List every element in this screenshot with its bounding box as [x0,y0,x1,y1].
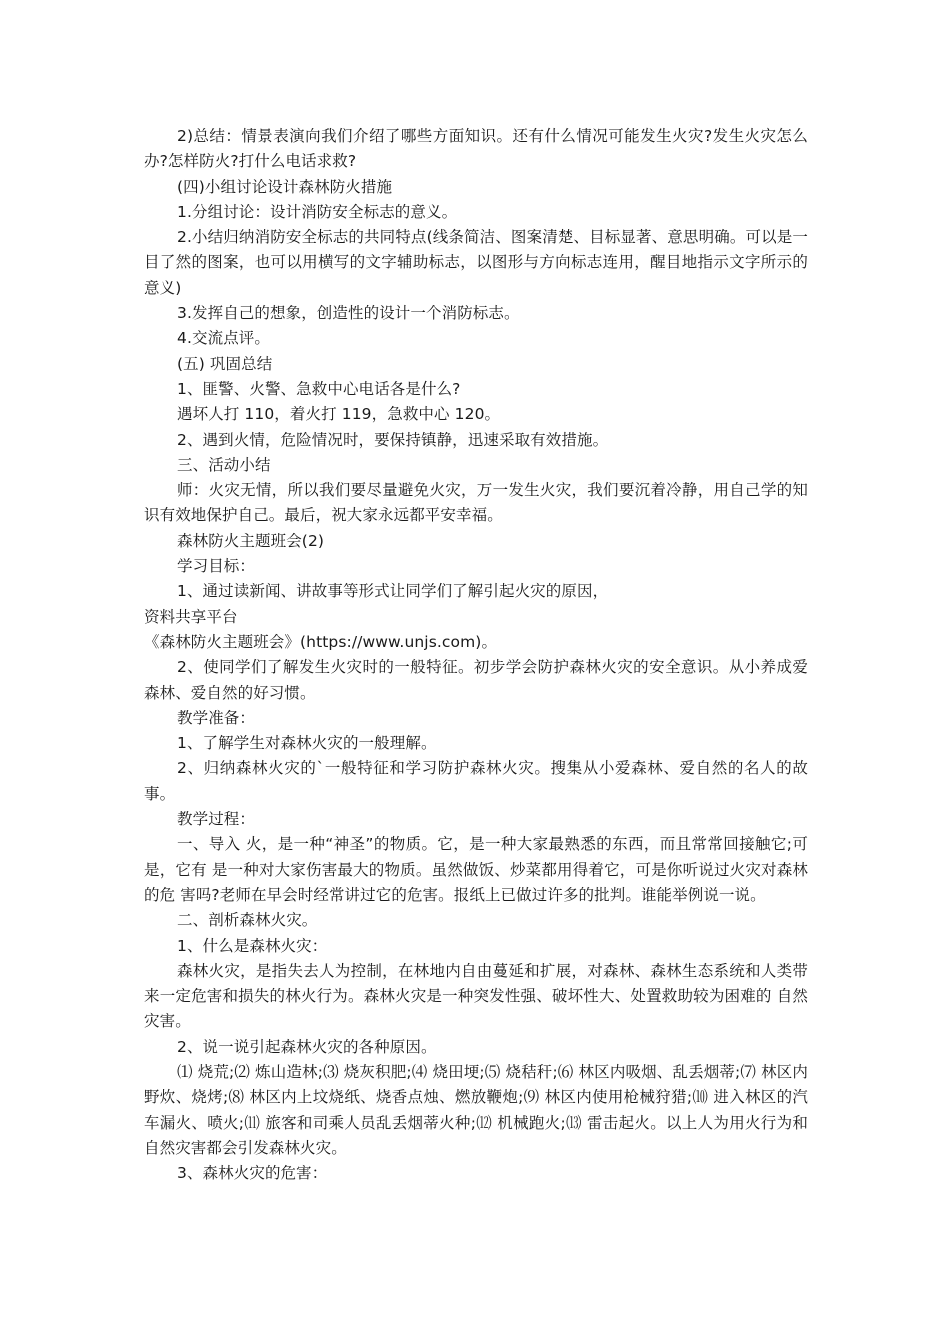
paragraph: 一、导入 火，是一种“神圣”的物质。它，是一种大家最熟悉的东西，而且常常回接触它;可是，它有 是一种对大家伤害最大的物质。虽然做饭、炒菜都用得着它，可是你听说过火灾对森林的危 害吗?老师在早会时经常讲过它的危害。报纸上已做过许多的批判。谁能举例说一说。 [144,835,808,904]
paragraph: 师：火灾无情，所以我们要尽量避免火灾，万一发生火灾，我们要沉着冷静，用自己学的知识有效地保护自己。最后，祝大家永远都平安幸福。 [144,481,808,525]
paragraph: 3、森林火灾的危害： [177,1164,328,1183]
paragraph: 2、遇到火情，危险情况时，要保持镇静，迅速采取有效措施。 [177,430,609,449]
section-heading-preparation: 教学准备： [177,708,256,727]
document-title: 森林防火主题班会(2) [177,531,325,550]
source-link: 《森林防火主题班会》(https://www.unjs.com)。 [144,632,498,651]
paragraph: 2、说一说引起森林火灾的各种原因。 [177,1037,437,1056]
paragraph: 森林火灾，是指失去人为控制，在林地内自由蔓延和扩展，对森林、森林生态系统和人类带 来一定危害和损失的林火行为。森林火灾是一种突发性强、破坏性大、处置救助较为困难的 自然灾害。 [144,961,808,1031]
paragraph-causes-list: ⑴ 烧荒;⑵ 炼山造林;⑶ 烧灰积肥;⑷ 烧田埂;⑸ 烧秸秆;⑹ 林区内吸烟、乱丢烟蒂;⑺ 林区内野炊、烧烤;⑻ 林区内上坟烧纸、烧香点烛、燃放鞭炮;⑼ 林区内使用枪械狩猎;⑽ 进入林区的汽车漏火、喷火;⑾ 旅客和司乘人员乱丢烟蒂火种;⑿ 机械跑火;⒀ 雷击起火。以上人为用火行为和自然灾害都会引发森林火灾。 [144,1062,808,1157]
paragraph: 1、什么是森林火灾： [177,936,328,955]
paragraph: 2、使同学们了解发生火灾时的一般特征。初步学会防护森林火灾的安全意识。从小养成爱 森林、爱自然的好习惯。 [144,658,808,702]
paragraph: 1、了解学生对森林火灾的一般理解。 [177,734,437,753]
section-heading-goals: 学习目标： [177,557,256,576]
section-heading-analysis: 二、剖析森林火灾。 [177,911,318,930]
document-page [144,124,808,1186]
paragraph: 4.交流点评。 [177,329,270,348]
section-heading-5: (五) 巩固总结 [177,354,273,373]
section-heading-4: (四)小组讨论设计森林防火措施 [177,177,393,196]
paragraph: 1.分组讨论：设计消防安全标志的意义。 [177,202,458,221]
paragraph-summary: 2)总结：情景表演向我们介绍了哪些方面知识。还有什么情况可能发生火灾?发生火灾怎么办?怎样防火?打什么电话求救? [144,127,808,171]
paragraph: 2、归纳森林火灾的`一般特征和学习防护森林火灾。搜集从小爱森林、爱自然的名人的故事。 [144,759,808,803]
section-heading-activity-summary: 三、活动小结 [177,455,271,474]
source-label: 资料共享平台 [144,607,238,626]
paragraph: 遇坏人打 110，着火打 119，急救中心 120。 [177,405,501,424]
paragraph: 1、匪警、火警、急救中心电话各是什么? [177,379,461,398]
paragraph: 1、通过读新闻、讲故事等形式让同学们了解引起火灾的原因， [177,582,609,601]
paragraph: 2.小结归纳消防安全标志的共同特点(线条简洁、图案清楚、目标显著、意思明确。可以是一目了然的图案，也可以用横写的文字辅助标志，以图形与方向标志连用，醒目地指示文字所示的意义) [144,228,808,297]
section-heading-process: 教学过程： [177,810,256,829]
paragraph: 3.发挥自己的想象，创造性的设计一个消防标志。 [177,304,520,323]
